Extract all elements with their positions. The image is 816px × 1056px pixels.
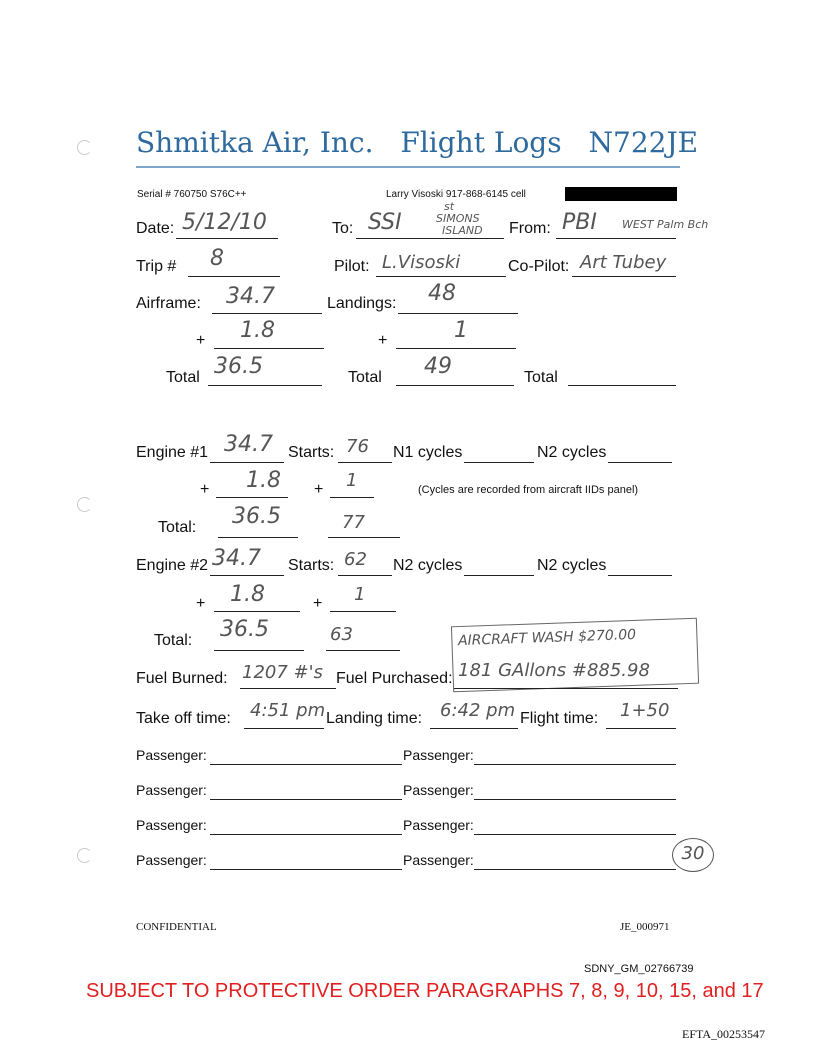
engine2-total-hours-value: 36.5 xyxy=(220,617,269,642)
to-note-top: st xyxy=(444,200,455,213)
serial-number: Serial # 760750 S76C++ xyxy=(137,189,247,200)
trip-label: Trip # xyxy=(136,258,177,275)
fuel-purchased-label: Fuel Purchased: xyxy=(336,670,453,687)
engine1-total-hours-value: 36.5 xyxy=(232,504,281,529)
engine2-add-starts-value: 1 xyxy=(354,584,366,605)
trip-value: 8 xyxy=(210,246,224,271)
passenger-field[interactable] xyxy=(474,742,676,765)
engine1-hours-value: 34.7 xyxy=(224,432,273,457)
passenger-label: Passenger: xyxy=(136,852,207,868)
to-note-bot: ISLAND xyxy=(442,224,483,237)
engine1-add-starts-value: 1 xyxy=(346,470,358,491)
starts-label: Starts: xyxy=(288,444,335,461)
from-note: WEST Palm Bch xyxy=(622,218,709,231)
binder-hole-icon xyxy=(77,848,92,863)
landings-field[interactable] xyxy=(398,291,518,314)
passenger-label: Passenger: xyxy=(403,782,474,798)
landings-value: 48 xyxy=(428,281,456,306)
engine2-add-hours-value: 1.8 xyxy=(230,582,265,607)
binder-hole-icon xyxy=(77,497,92,512)
passenger-label: Passenger: xyxy=(403,852,474,868)
passenger-field[interactable] xyxy=(474,812,676,835)
plus-sign: + xyxy=(196,595,206,612)
flight-time-value: 1+50 xyxy=(620,700,670,721)
bates-number: SDNY_GM_02766739 xyxy=(584,963,694,975)
passenger-field[interactable] xyxy=(474,777,676,800)
passenger-label: Passenger: xyxy=(403,817,474,833)
binder-hole-icon xyxy=(77,140,92,155)
landings-add-value: 1 xyxy=(454,318,468,343)
fuel-burned-label: Fuel Burned: xyxy=(136,670,228,687)
passenger-field[interactable] xyxy=(474,847,676,870)
airframe-total-value: 36.5 xyxy=(214,354,263,379)
starts-label: Starts: xyxy=(288,557,335,574)
tail-number: N722JE xyxy=(588,126,699,159)
plus-sign: + xyxy=(378,332,388,349)
landings-total-value: 49 xyxy=(424,354,452,379)
plus-sign: + xyxy=(314,481,324,498)
from-value: PBI xyxy=(562,210,597,235)
passenger-label: Passenger: xyxy=(136,782,207,798)
to-value: SSI xyxy=(368,210,402,235)
to-label: To: xyxy=(332,220,354,237)
wash-note: AIRCRAFT WASH $270.00 xyxy=(457,626,637,650)
page-title xyxy=(136,126,716,159)
company-name: Shmitka Air, Inc. xyxy=(136,126,374,159)
section-name: Flight Logs xyxy=(400,126,562,159)
takeoff-value: 4:51 pm xyxy=(250,700,326,721)
takeoff-label: Take off time: xyxy=(136,710,231,727)
total-label: Total xyxy=(524,369,558,386)
engine2-hours-value: 34.7 xyxy=(212,546,261,571)
airframe-label: Airframe: xyxy=(136,295,201,312)
total-label: Total xyxy=(166,369,200,386)
airframe-value: 34.7 xyxy=(226,284,275,309)
engine2-cycles-field-b[interactable] xyxy=(608,553,672,576)
engine1-total-starts-value: 77 xyxy=(342,512,365,533)
fuel-purchased-value: 181 GAllons #885.98 xyxy=(458,660,650,681)
passenger-field[interactable] xyxy=(210,812,402,835)
passenger-field[interactable] xyxy=(210,777,402,800)
passenger-label: Passenger: xyxy=(403,747,474,763)
flight-time-label: Flight time: xyxy=(520,710,599,727)
n2-cycles-label: N2 cycles xyxy=(393,557,463,574)
efta-number: EFTA_00253547 xyxy=(682,1027,766,1041)
passenger-field[interactable] xyxy=(210,847,402,870)
engine2-cycles-field-a[interactable] xyxy=(464,553,534,576)
engine1-starts-value: 76 xyxy=(346,436,369,457)
passenger-field[interactable] xyxy=(210,742,402,765)
engine1-n2-cycles-field[interactable] xyxy=(608,440,672,463)
plus-sign: + xyxy=(200,481,210,498)
landing-time-value: 6:42 pm xyxy=(440,700,516,721)
engine2-starts-value: 62 xyxy=(344,549,367,570)
engine1-add-hours-value: 1.8 xyxy=(246,468,281,493)
landing-time-label: Landing time: xyxy=(326,710,423,727)
engine2-label: Engine #2 xyxy=(136,557,209,574)
protective-order-notice: SUBJECT TO PROTECTIVE ORDER PARAGRAPHS 7, 8, 9, 10, 15, and 17 xyxy=(86,980,764,1002)
engine1-label: Engine #1 xyxy=(136,444,209,461)
page-number-circled: 30 xyxy=(672,838,714,872)
pilot-contact: Larry Visoski 917-868-6145 cell xyxy=(386,189,526,200)
fuel-burned-value: 1207 #'s xyxy=(242,662,323,683)
total-label: Total: xyxy=(154,632,193,649)
date-label: Date: xyxy=(136,220,175,237)
date-value: 5/12/10 xyxy=(182,210,267,235)
n2-cycles-label: N2 cycles xyxy=(537,444,607,461)
copilot-value: Art Tubey xyxy=(580,252,667,273)
pilot-label: Pilot: xyxy=(334,258,370,275)
engine2-total-starts-value: 63 xyxy=(330,624,353,645)
pilot-value: L.Visoski xyxy=(382,252,461,273)
extra-total-field[interactable] xyxy=(568,363,676,386)
total-label: Total: xyxy=(158,519,197,536)
passenger-label: Passenger: xyxy=(136,747,207,763)
confidential-label: CONFIDENTIAL xyxy=(136,921,217,933)
n1-cycles-label: N1 cycles xyxy=(393,444,463,461)
airframe-add-value: 1.8 xyxy=(240,318,275,343)
from-label: From: xyxy=(509,220,551,237)
n2-cycles-label: N2 cycles xyxy=(537,557,607,574)
plus-sign: + xyxy=(196,332,206,349)
engine1-n1-cycles-field[interactable] xyxy=(464,440,534,463)
title-divider xyxy=(136,166,680,168)
total-label: Total xyxy=(348,369,382,386)
document-id: JE_000971 xyxy=(620,921,670,933)
plus-sign: + xyxy=(313,595,323,612)
to-note-mid: SIMONS xyxy=(436,212,480,225)
cycles-note: (Cycles are recorded from aircraft IIDs panel) xyxy=(418,484,639,496)
redaction-box xyxy=(565,187,677,201)
landings-label: Landings: xyxy=(327,295,397,312)
trip-field[interactable] xyxy=(188,254,280,277)
copilot-label: Co-Pilot: xyxy=(508,258,570,275)
landings-total-field[interactable] xyxy=(396,363,514,386)
passenger-label: Passenger: xyxy=(136,817,207,833)
